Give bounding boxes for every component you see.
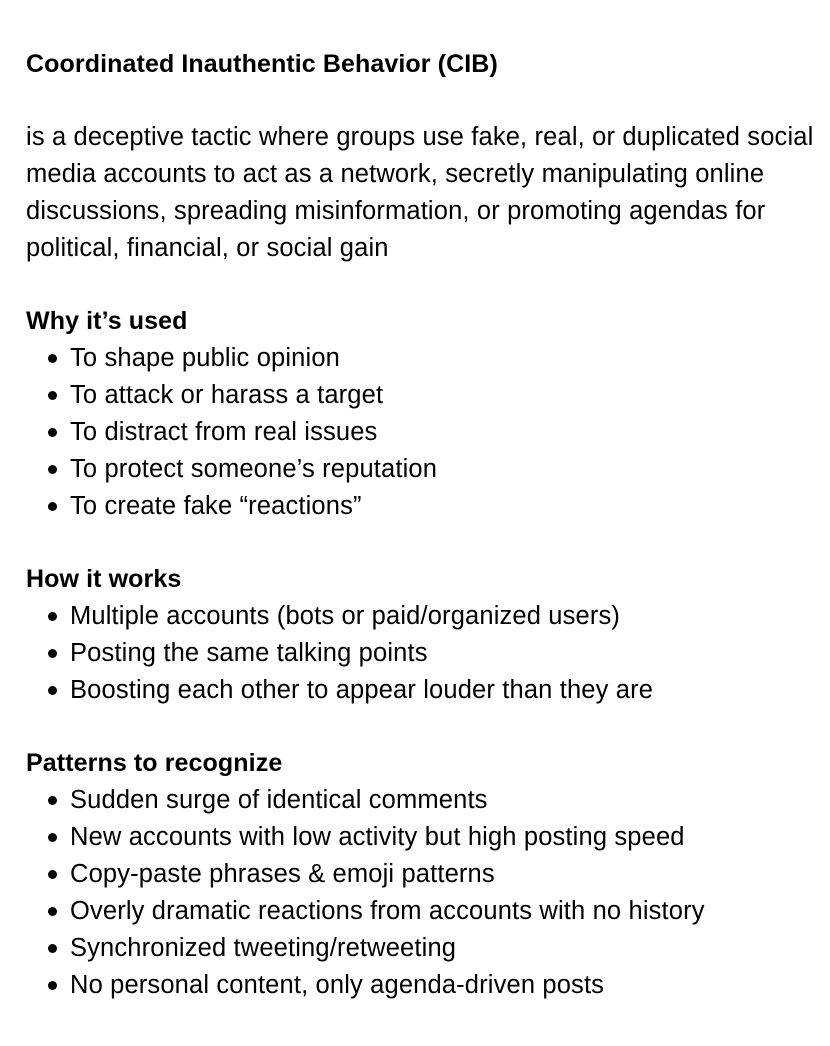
- list-item-text: Overly dramatic reactions from accounts with no history: [70, 897, 705, 925]
- list-item: [26, 488, 826, 525]
- bullet-icon: [48, 796, 57, 805]
- section-heading-patterns: Patterns to recognize: [26, 749, 283, 777]
- list-item-text: New accounts with low activity but high posting speed: [70, 823, 685, 851]
- list-item-text: No personal content, only agenda-driven posts: [70, 971, 605, 999]
- list-item-text: Sudden surge of identical comments: [70, 786, 488, 814]
- page-title: Coordinated Inauthentic Behavior (CIB): [26, 50, 498, 78]
- list-item-text: Boosting each other to appear louder than they are: [70, 676, 654, 704]
- section-how-it-works: [26, 561, 826, 709]
- bullet-icon: [48, 907, 57, 916]
- how-list: [26, 598, 826, 709]
- list-item-text: Synchronized tweeting/retweeting: [70, 934, 457, 962]
- list-item: [26, 377, 826, 414]
- list-item: [26, 451, 826, 488]
- list-item: [26, 819, 826, 856]
- bullet-icon: [48, 428, 57, 437]
- section-why-its-used: [26, 303, 826, 525]
- list-item: [26, 672, 826, 709]
- list-item-text: To create fake “reactions”: [70, 492, 362, 520]
- bullet-icon: [48, 612, 57, 621]
- list-item: [26, 340, 826, 377]
- section-heading-how: How it works: [26, 565, 182, 593]
- list-item-text: To shape public opinion: [70, 344, 340, 372]
- bullet-icon: [48, 981, 57, 990]
- list-item-text: To protect someone’s reputation: [70, 455, 438, 483]
- bullet-icon: [48, 944, 57, 953]
- bullet-icon: [48, 686, 57, 695]
- list-item-text: To attack or harass a target: [70, 381, 384, 409]
- bullet-icon: [48, 391, 57, 400]
- bullet-icon: [48, 354, 57, 363]
- list-item: [26, 967, 826, 1004]
- intro-paragraph: is a deceptive tactic where groups use fake, real, or duplicated social media accounts to act as a network, secretly manipulating online discussions, spreading misinformation, or promoting agendas for political, financial, or social gain: [26, 123, 814, 262]
- bullet-icon: [48, 465, 57, 474]
- list-item-text: Multiple accounts (bots or paid/organized users): [70, 602, 621, 630]
- section-patterns-to-recognize: [26, 745, 826, 1004]
- list-item: [26, 782, 826, 819]
- why-list: [26, 340, 826, 525]
- list-item-text: Posting the same talking points: [70, 639, 428, 667]
- patterns-list: [26, 782, 826, 1004]
- bullet-icon: [48, 870, 57, 879]
- list-item: [26, 414, 826, 451]
- list-item-text: To distract from real issues: [70, 418, 378, 446]
- list-item: [26, 893, 826, 930]
- bullet-icon: [48, 833, 57, 842]
- list-item: [26, 635, 826, 672]
- list-item: [26, 930, 826, 967]
- list-item: [26, 856, 826, 893]
- list-item: [26, 598, 826, 635]
- list-item-text: Copy-paste phrases & emoji patterns: [70, 860, 495, 888]
- bullet-icon: [48, 649, 57, 658]
- bullet-icon: [48, 502, 57, 511]
- section-heading-why: Why it’s used: [26, 307, 188, 335]
